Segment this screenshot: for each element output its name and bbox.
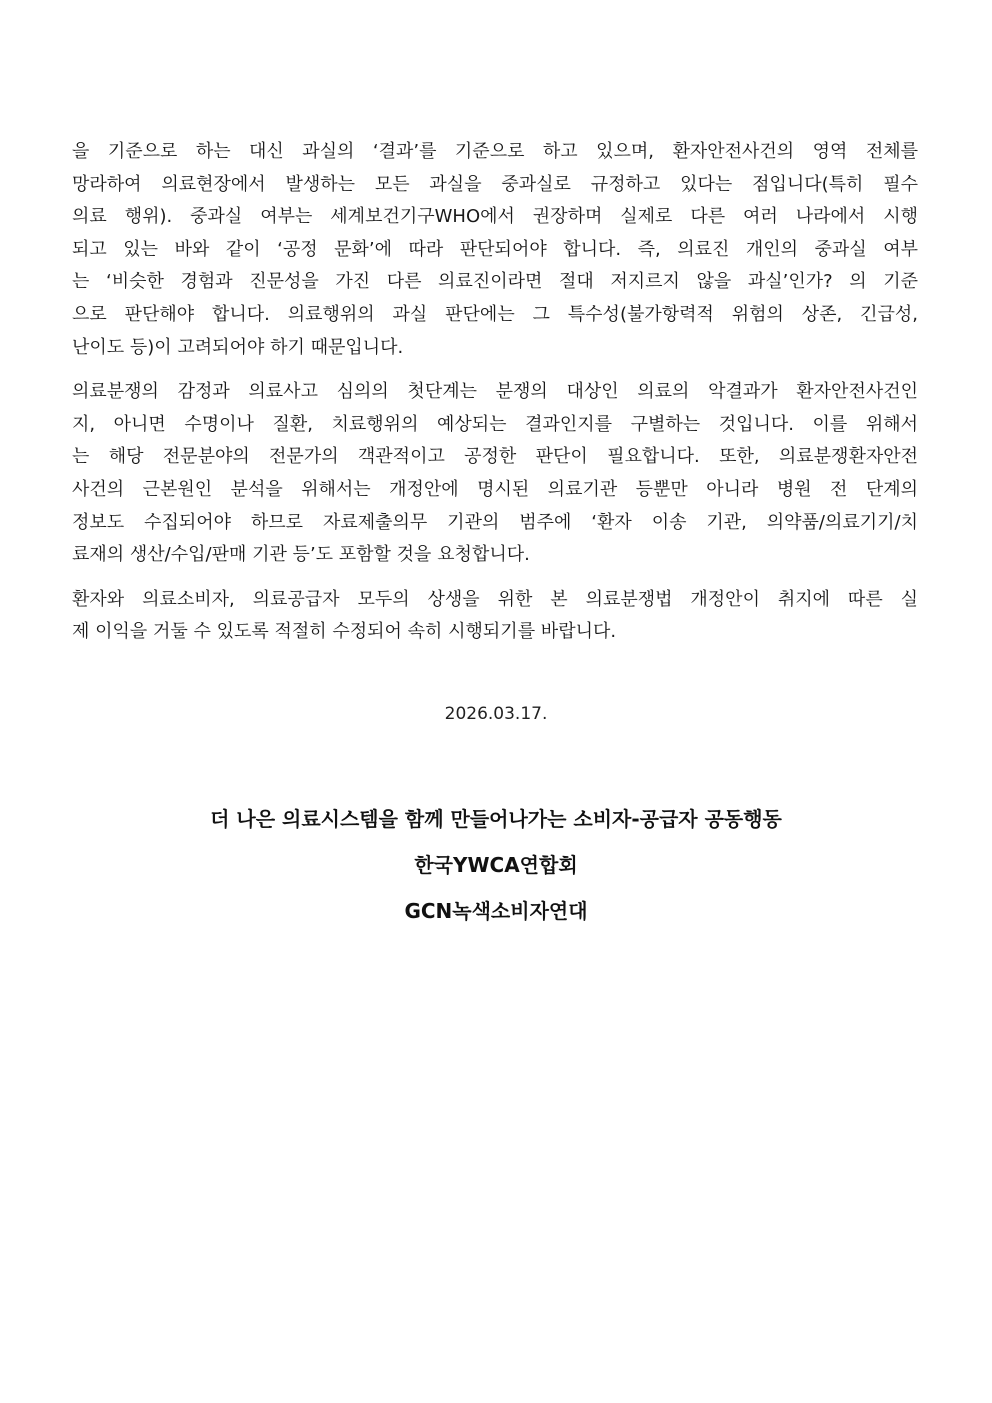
paragraph-line: 제 이익을 거둘 수 있도록 적절히 수정되어 속히 시행되기를 바랍니다. (72, 621, 617, 643)
paragraph-line: 정보도 수집되어야 하므로 자료제출의무 기관의 범주에 ‘환자 이송 기관, 의약품/의료기기/치 (72, 511, 918, 533)
paragraph-dispute-assessment (72, 376, 918, 572)
paragraph-line: 지, 아니면 수명이나 질환, 치료행위의 예상되는 결과인지를 구별하는 것입니다. 이를 위해서 (72, 413, 918, 435)
paragraph-line: 으로 판단해야 합니다. 의료행위의 과실 판단에는 그 특수성(불가항력적 위험의 상존, 긴급성, (72, 303, 918, 325)
organization-name: 한국YWCA연합회 (414, 853, 578, 877)
paragraph-negligence-criteria (72, 136, 918, 364)
paragraph-line: 의료분쟁의 감정과 의료사고 심의의 첫단계는 분쟁의 대상인 의료의 악결과가 환자안전사건인 (72, 381, 918, 403)
paragraph-line: 되고 있는 바와 같이 ‘공정 문화’에 따라 판단되어야 합니다. 즉, 의료진 개인의 중과실 여부 (72, 238, 918, 260)
paragraph-line: 을 기준으로 하는 대신 과실의 ‘결과’를 기준으로 하고 있으며, 환자안전사건의 영역 전체를 (72, 141, 918, 162)
statement-body (72, 136, 918, 661)
paragraph-line: 는 해당 전문분야의 전문가의 객관적이고 공정한 판단이 필요합니다. 또한, 의료분쟁환자안전 (72, 446, 918, 468)
organization-name: GCN녹색소비자연대 (404, 899, 588, 923)
document-date: 2026.03.17. (444, 704, 548, 724)
paragraph-line: 사건의 근본원인 분석을 위해서는 개정안에 명시된 의료기관 등뿐만 아니라 병원 전 단계의 (72, 478, 918, 500)
paragraph-line: 환자와 의료소비자, 의료공급자 모두의 상생을 위한 본 의료분쟁법 개정안이 취지에 따른 실 (72, 588, 918, 610)
paragraph-conclusion (72, 584, 918, 649)
paragraph-line: 망라하여 의료현장에서 발생하는 모든 과실을 중과실로 규정하고 있다는 점입니다(특히 필수 (72, 173, 918, 195)
signature-block (0, 796, 992, 934)
coalition-name: 더 나은 의료시스템을 함께 만들어나가는 소비자-공급자 공동행동 (210, 807, 782, 831)
paragraph-line: 난이도 등)이 고려되어야 하기 때문입니다. (72, 336, 404, 358)
paragraph-line: 료재의 생산/수입/판매 기관 등’도 포함할 것을 요청합니다. (72, 544, 530, 566)
paragraph-line: 는 ‘비슷한 경험과 진문성을 가진 다른 의료진이라면 절대 저지르지 않을 과실’인가? 의 기준 (72, 271, 918, 293)
paragraph-line: 의료 행위). 중과실 여부는 세계보건기구WHO에서 권장하며 실제로 다른 여러 나라에서 시행 (72, 206, 918, 228)
